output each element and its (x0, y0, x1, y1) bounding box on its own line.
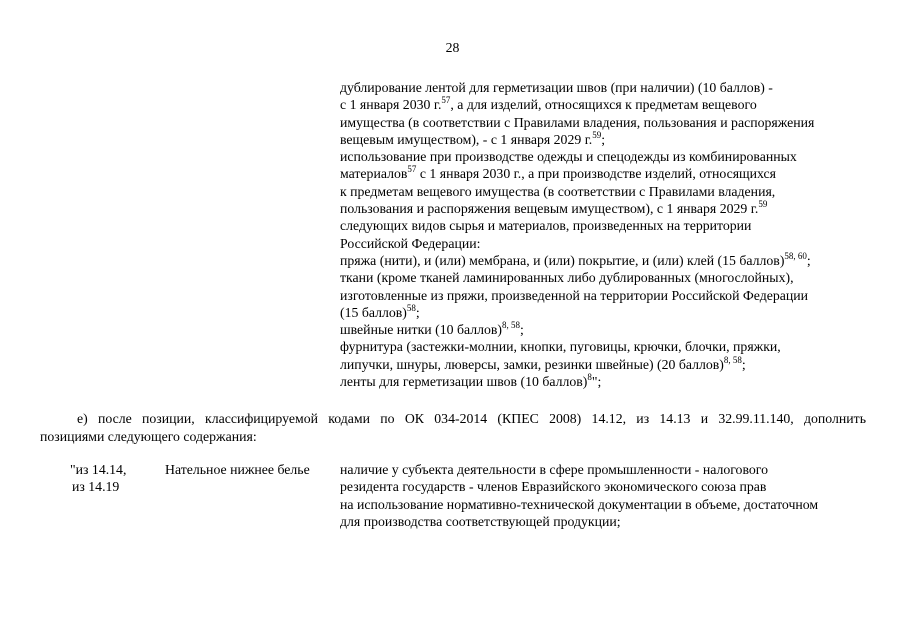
page-number: 28 (445, 40, 460, 55)
footnote-ref: 59 (758, 199, 768, 210)
line-text: , а для изделий, относящихся к предметам вещевого (450, 97, 757, 113)
line-text: к предметам вещевого имущества (в соответствии с Правилами владения, (340, 183, 776, 199)
line-text: материалов (340, 166, 408, 182)
text-line (340, 217, 870, 234)
text-line (340, 338, 870, 355)
line-text: ленты для герметизации швов (10 баллов) (340, 374, 588, 390)
code-line: "из 14.14, (70, 462, 127, 477)
line-text: использование при производстве одежды и спецодежды из комбинированных (340, 149, 797, 165)
text-line (340, 235, 870, 252)
line-text: фурнитура (застежки-молнии, кнопки, пуговицы, крючки, блочки, пряжки, (340, 339, 781, 355)
text-line: наличие у субъекта деятельности в сфере промышленности - налогового (340, 462, 768, 477)
line-text: следующих видов сырья и материалов, произведенных на территории (340, 218, 752, 234)
text-line (340, 200, 870, 217)
line-text: ; (601, 131, 606, 147)
text-line (340, 148, 870, 165)
line-text: пряжа (нити), и (или) мембрана, и (или) покрытие, и (или) клей (15 баллов) (340, 252, 785, 268)
text-line: для производства соответствующей продукции; (340, 513, 621, 529)
footnote-ref: 8 (587, 372, 592, 383)
text-line (340, 287, 870, 304)
text-line (340, 269, 870, 286)
line-text: имущества (в соответствии с Правилами владения, пользования и распоряжения (340, 114, 815, 130)
text-line (340, 79, 870, 96)
text-line: резидента государств - членов Евразийского экономического союза прав (340, 479, 767, 495)
text-line (340, 131, 870, 148)
footnote-ref: 8, 58 (723, 354, 742, 365)
line-text: ткани (кроме тканей ламинированных либо дублированных (многослойных), (340, 270, 794, 286)
code-line: из 14.19 (72, 479, 120, 495)
footnote-ref: 57 (407, 164, 417, 175)
line-text: ; (741, 356, 746, 372)
text-line (340, 373, 870, 390)
line-text: пользования и распоряжения вещевым имуществом), с 1 января 2029 г. (340, 201, 759, 217)
footnote-ref: 57 (441, 95, 451, 106)
text-line (340, 183, 870, 200)
line-text: дублирование лентой для герметизации швов (при наличии) (10 баллов) - (340, 80, 773, 95)
text-line (340, 356, 870, 373)
text-line (340, 165, 870, 182)
line-text: липучки, шнуры, люверсы, замки, резинки швейные) (20 баллов) (340, 356, 724, 372)
amendment-paragraph (40, 410, 866, 446)
text-line (340, 252, 870, 269)
line-text: ; (415, 304, 420, 320)
text-line (340, 114, 870, 131)
requirements-block (340, 79, 870, 390)
product-name: Нательное нижнее белье (165, 462, 310, 477)
row-requirements (340, 461, 870, 530)
text-line (340, 96, 870, 113)
paragraph-line: позициями следующего содержания: (40, 429, 257, 444)
line-text: ; (806, 252, 811, 268)
line-text: Российской Федерации: (340, 235, 481, 251)
footnote-ref: 58 (406, 302, 416, 313)
line-text: "; (591, 374, 602, 390)
paragraph-line: е) после позиции, классифицируемой кодами по ОК 034-2014 (КПЕС 2008) 14.12, из 14.13 и 32.99.11.140, дополнить (77, 411, 866, 426)
line-text: (15 баллов) (340, 304, 407, 320)
line-text: вещевым имуществом), - с 1 января 2029 г. (340, 131, 593, 147)
line-text: с 1 января 2030 г. (340, 97, 442, 113)
text-line (340, 304, 870, 321)
text-line (340, 321, 870, 338)
footnote-ref: 58, 60 (784, 250, 807, 261)
footnote-ref: 8, 58 (502, 320, 521, 331)
line-text: изготовленные из пряжи, произведенной на территории Российской Федерации (340, 287, 809, 303)
line-text: с 1 января 2030 г., а при производстве изделий, относящихся (416, 166, 777, 182)
text-line: на использование нормативно-технической документации в объеме, достаточном (340, 496, 819, 512)
okpd-codes (70, 461, 150, 496)
line-text: швейные нитки (10 баллов) (340, 322, 503, 338)
footnote-ref: 59 (592, 129, 602, 140)
line-text: ; (520, 322, 524, 338)
